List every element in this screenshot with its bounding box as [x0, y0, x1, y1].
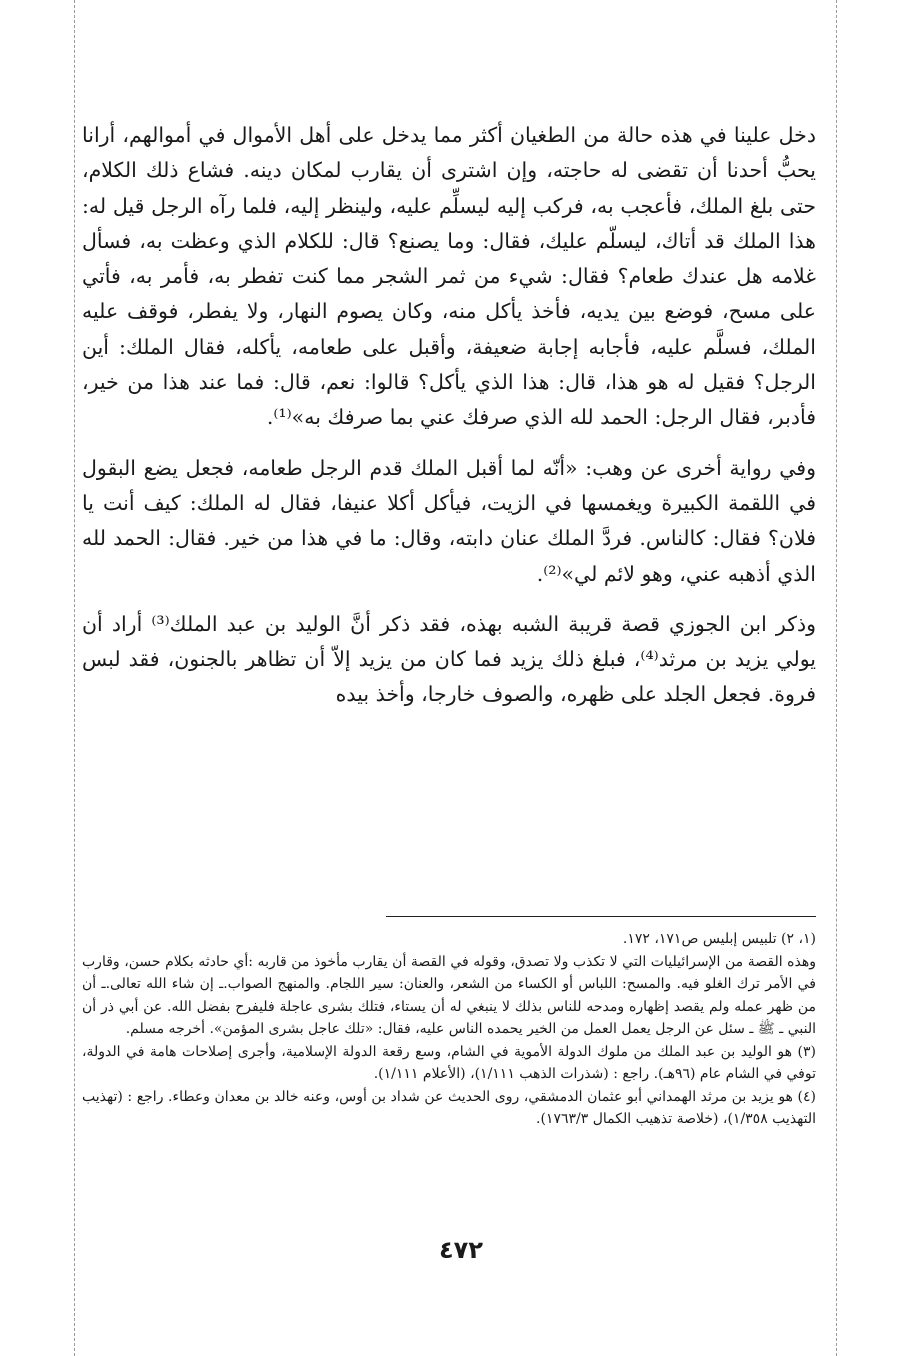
- footnote-commentary: وهذه القصة من الإسرائيليات التي لا تكذب ولا تصدق، وقوله في القصة أن يقارب مأخوذ من قاربه :أي حادثه بكلام حسن، وقارب في الأمر ترك الغلو فيه. والمسح: اللباس أو الكساء من الشعر، والعنان: سير اللجام. والمنهج الصواب.ـ إن شاء الله تعالى.ـ أن من ظهر عمله ولم يقصد إظهاره ومدحه للناس بذلك لا ينبغي له أن يستاء، فتلك بشرى عاجلة فليفرح بفضل الله. عن أبي ذر أن النبي ـ ﷺ ـ سئل عن الرجل يعمل العمل من الخير يحمده الناس عليه، فقال: «تلك عاجل بشرى المؤمن». أخرجه مسلم.: [82, 953, 816, 1037]
- footnote-1-2: (١، ٢) تلبيس إبليس ص١٧١، ١٧٢.: [622, 931, 816, 947]
- paragraph-2: وفي رواية أخرى عن وهب: «أنّه لما أقبل الملك قدم الرجل طعامه، فجعل يضع البقول في اللقمة الكبيرة ويغمسها في الزيت، فيأكل أكلا عنيفا، فقال له الملك: كيف أنت يا فلان؟ فقال: كالناس. فردَّ الملك عنان دابته، وقال: ما في هذا من خير. فقال: الحمد لله الذي أذهبه عني، وهو لائم لي»⁽²⁾.: [82, 455, 816, 586]
- scan-line-left: [74, 0, 75, 1356]
- paragraph-1: دخل علينا في هذه حالة من الطغيان أكثر مما يدخل على أهل الأموال في أموالهم، أرانا يحبُّ أحدنا أن تقضى له حاجته، وإن اشترى أن يقارب لمكان دينه. فشاع ذلك الكلام، حتى بلغ الملك، فأعجب به، فركب إليه ليسلِّم عليه، ولينظر إليه، فلما رآه الرجل قيل له: هذا الملك قد أتاك، ليسلّم عليك، فقال: وما يصنع؟ قال: للكلام الذي وعظت به، فسأل غلامه هل عندك طعام؟ فقال: شيء من ثمر الشجر مما كنت تفطر به، فأمر به، فأتي على مسح، فوضع بين يديه، فأخذ يأكل منه، وكان يصوم النهار، ولا يفطر، فوقف عليه الملك، فسلَّم عليه، فأجابه إجابة ضعيفة، وأقبل على طعامه، يأكله، فقال الملك: أين الرجل؟ فقيل له هو هذا، قال: هذا الذي يأكل؟ قالوا: نعم، قال: فما عند هذا من خير، فأدبر، فقال الرجل: الحمد لله الذي صرفك عني بما صرفك به»⁽¹⁾.: [82, 123, 817, 430]
- footnotes: [82, 928, 816, 1131]
- scan-line-right: [836, 0, 837, 1356]
- footnote-4: (٤) هو يزيد بن مرثد الهمداني أبو عثمان الدمشقي، روى الحديث عن شداد بن أوس، وعنه خالد بن معدان وعطاء. راجع : (تهذيب التهذيب ١/٣٥٨)، (خلاصة تذهيب الكمال ١٧٦٣/٣).: [82, 1088, 816, 1127]
- footnote-3: (٣) هو الوليد بن عبد الملك من ملوك الدولة الأموية في الشام، وسع رقعة الدولة الإسلامية، وأجرى إصلاحات هامة في الدولة، توفي في الشام عام (٩٦هـ). راجع : (شذرات الذهب ١/١١١)، (الأعلام ١/١١١).: [82, 1043, 816, 1082]
- footnote-separator: [386, 916, 816, 917]
- main-text: [82, 118, 816, 713]
- page-number: ٤٧٢: [439, 1236, 483, 1264]
- paragraph-3: وذكر ابن الجوزي قصة قريبة الشبه بهذه، فقد ذكر أنَّ الوليد بن عبد الملك⁽³⁾ أراد أن يولي يزيد بن مرثد⁽⁴⁾، فبلغ ذلك يزيد فما كان من يزيد إلاّ أن تظاهر بالجنون، فقد لبس فروة. فجعل الجلد على ظهره، والصوف خارجا، وأخذ بيده: [82, 611, 816, 707]
